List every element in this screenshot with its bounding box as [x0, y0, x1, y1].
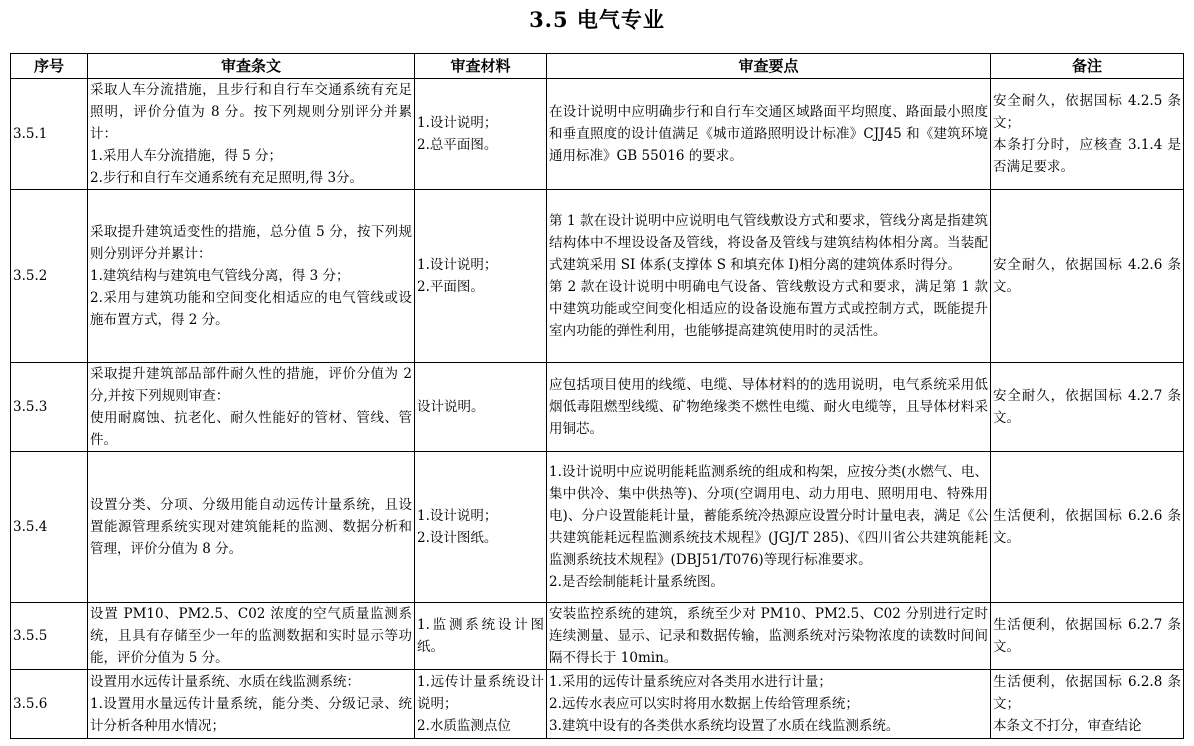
row-clause: 设置 PM10、PM2.5、C02 浓度的空气质量监测系统，且具有存储至少一年的监测数据和实时显示等功能，评价分值为 5 分。: [88, 603, 415, 670]
row-clause: 采取人车分流措施，且步行和自行车交通系统有充足照明，评价分值为 8 分。按下列规则分别评分并累计： 1.采用人车分流措施，得 5 分； 2.步行和自行车交通系统有充足照明,得 3分。: [88, 79, 415, 190]
row-points: 在设计说明中应明确步行和自行车交通区域路面平均照度、路面最小照度和垂直照度的设计值满足《城市道路照明设计标准》CJJ45 和《建筑环境通用标准》GB 55016 的要求。: [547, 79, 991, 190]
row-number: 3.5.5: [11, 603, 88, 670]
row-points: 应包括项目使用的线缆、电缆、导体材料的的选用说明，电气系统采用低烟低毒阻燃型线缆、矿物绝缘类不燃性电缆、耐火电缆等，且导体材料采用铜芯。: [547, 363, 991, 452]
review-table: [10, 53, 1184, 739]
row-remarks: 生活便利，依据国标 6.2.8 条文； 本条文不打分，审查结论: [991, 670, 1184, 739]
row-remarks: 安全耐久，依据国标 4.2.5 条文； 本条打分时，应核查 3.1.4 是否满足要求。: [991, 79, 1184, 190]
table-row: [11, 190, 1184, 363]
row-remarks: 安全耐久，依据国标 4.2.6 条文。: [991, 190, 1184, 363]
row-clause: 采取提升建筑部品部件耐久性的措施，评价分值为 2 分,并按下列规则审查： 使用耐腐蚀、抗老化、耐久性能好的管材、管线、管件。: [88, 363, 415, 452]
row-materials: 1.设计说明； 2.设计图纸。: [415, 452, 547, 603]
row-points: 安装监控系统的建筑，系统至少对 PM10、PM2.5、C02 分别进行定时连续测量、显示、记录和数据传输，监测系统对污染物浓度的读数时间间隔不得长于 10min。: [547, 603, 991, 670]
row-clause: 采取提升建筑适变性的措施，总分值 5 分，按下列规则分别评分并累计： 1.建筑结构与建筑电气管线分离，得 3 分； 2.采用与建筑功能和空间变化相适应的电气管线或设施布置方式，得 2 分。: [88, 190, 415, 363]
header-points: 审查要点: [547, 54, 991, 79]
table-header-row: [11, 54, 1184, 79]
row-materials: 1.设计说明； 2.平面图。: [415, 190, 547, 363]
page-title: 3.5 电气专业: [529, 7, 665, 32]
header-clause: 审查条文: [88, 54, 415, 79]
table-row: [11, 670, 1184, 739]
row-number: 3.5.2: [11, 190, 88, 363]
row-number: 3.5.4: [11, 452, 88, 603]
row-remarks: 生活便利，依据国标 6.2.7 条文。: [991, 603, 1184, 670]
row-clause: 设置用水远传计量系统、水质在线监测系统： 1.设置用水量远传计量系统，能分类、分级记录、统计分析各种用水情况；: [88, 670, 415, 739]
header-no: 序号: [11, 54, 88, 79]
table-row: [11, 363, 1184, 452]
row-materials: 设计说明。: [415, 363, 547, 452]
header-materials: 审查材料: [415, 54, 547, 79]
row-number: 3.5.3: [11, 363, 88, 452]
header-remarks: 备注: [991, 54, 1184, 79]
row-materials: 1.设计说明； 2.总平面图。: [415, 79, 547, 190]
row-materials: 1.监测系统设计图纸。: [415, 603, 547, 670]
row-materials: 1.远传计量系统设计说明； 2.水质监测点位: [415, 670, 547, 739]
row-points: 1.设计说明中应说明能耗监测系统的组成和构架，应按分类(水燃气、电、集中供冷、集中供热等)、分项(空调用电、动力用电、照明用电、特殊用电)、分户设置能耗计量，蓄能系统冷热源应设置分时计量电表，满足《公共建筑能耗远程监测系统技术规程》(JGJ/T 285)、《四川省公共建筑能耗监测系统技术规程》(DBJ51/T076)等现行标准要求。 2.是否绘制能耗计量系统图。: [547, 452, 991, 603]
row-points: 1.采用的远传计量系统应对各类用水进行计量； 2.远传水表应可以实时将用水数据上传给管理系统； 3.建筑中设有的各类供水系统均设置了水质在线监测系统。: [547, 670, 991, 739]
table-row: [11, 79, 1184, 190]
table-row: [11, 603, 1184, 670]
row-remarks: 安全耐久，依据国标 4.2.7 条文。: [991, 363, 1184, 452]
row-clause: 设置分类、分项、分级用能自动远传计量系统，且设置能源管理系统实现对建筑能耗的监测、数据分析和管理，评价分值为 8 分。: [88, 452, 415, 603]
row-number: 3.5.1: [11, 79, 88, 190]
row-points: 第 1 款在设计说明中应说明电气管线敷设方式和要求，管线分离是指建筑结构体中不埋设设备及管线，将设备及管线与建筑结构体相分离。当装配式建筑采用 SI 体系(支撑体 S 和填充体 I)相分离的建筑体系时得分。 第 2 款在设计说明中明确电气设备、管线敷设方式和要求，满足第 1 款中建筑功能或空间变化相适应的设备设施布置方式或控制方式，既能提升室内功能的弹性利用，也能够提高建筑使用时的灵活性。: [547, 190, 991, 363]
table-row: [11, 452, 1184, 603]
row-remarks: 生活便利，依据国标 6.2.6 条文。: [991, 452, 1184, 603]
row-number: 3.5.6: [11, 670, 88, 739]
